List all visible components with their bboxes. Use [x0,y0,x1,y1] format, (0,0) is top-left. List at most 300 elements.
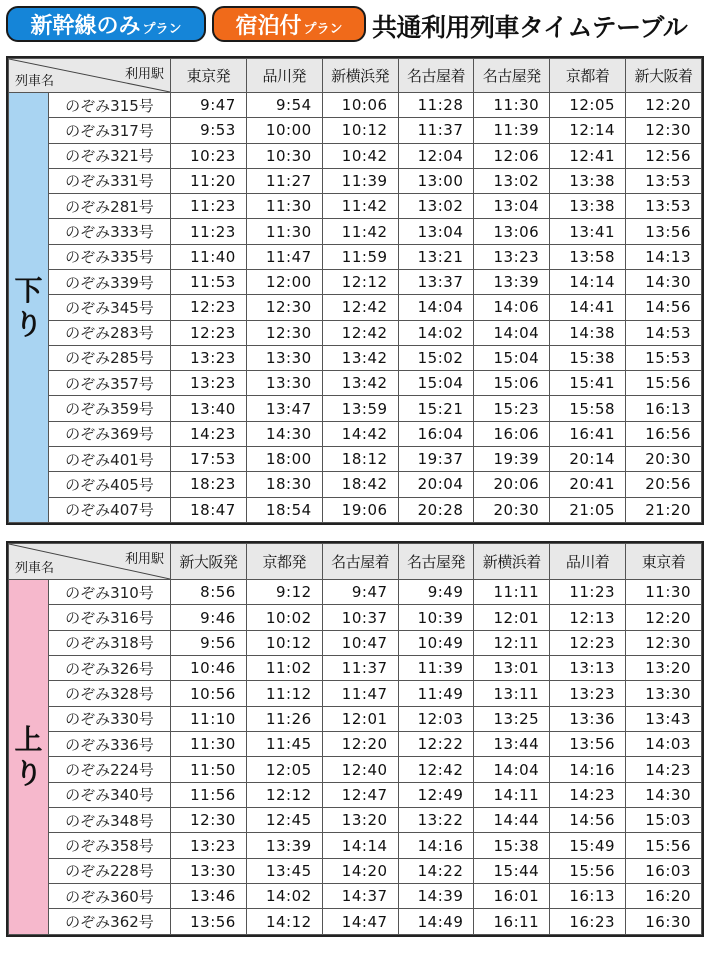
time-cell: 15:21 [398,396,474,421]
time-cell: 14:06 [474,295,550,320]
time-cell: 12:01 [322,706,398,731]
time-cell: 13:23 [171,371,247,396]
time-cell: 15:04 [398,371,474,396]
time-cell: 10:42 [322,143,398,168]
time-cell: 12:42 [322,295,398,320]
time-cell: 10:49 [398,630,474,655]
time-cell: 13:01 [474,656,550,681]
train-name: のぞみ317号 [49,118,171,143]
time-cell: 11:30 [474,93,550,118]
station-header: 名古屋発 [474,59,550,93]
train-name: のぞみ339号 [49,269,171,294]
plan-badge-suffix: プラン [303,21,343,37]
train-name: のぞみ285号 [49,345,171,370]
time-cell: 12:20 [626,605,702,630]
time-cell: 14:22 [398,858,474,883]
time-cell: 14:14 [550,269,626,294]
time-cell: 12:41 [550,143,626,168]
time-cell: 9:47 [171,93,247,118]
time-cell: 12:45 [246,808,322,833]
time-cell: 11:39 [474,118,550,143]
time-cell: 14:56 [626,295,702,320]
time-cell: 10:56 [171,681,247,706]
table-row [9,782,702,807]
corner-train-label: 列車名 [15,74,55,89]
time-cell: 14:23 [171,421,247,446]
station-header: 品川発 [246,59,322,93]
time-cell: 13:41 [550,219,626,244]
timetable-up-table [8,543,702,935]
time-cell: 15:56 [626,833,702,858]
time-cell: 12:40 [322,757,398,782]
time-cell: 9:54 [246,93,322,118]
station-header: 京都着 [550,59,626,93]
time-cell: 20:30 [474,497,550,523]
time-cell: 13:59 [322,396,398,421]
station-header: 東京発 [171,59,247,93]
time-cell: 11:49 [398,681,474,706]
table-row [9,909,702,935]
train-name: のぞみ362号 [49,909,171,935]
time-cell: 15:38 [550,345,626,370]
page-title: 共通利用列車タイムテーブル [372,13,688,42]
table-row [9,194,702,219]
table-row [9,757,702,782]
table-row [9,371,702,396]
time-cell: 11:27 [246,168,322,193]
time-cell: 15:56 [550,858,626,883]
time-cell: 13:43 [626,706,702,731]
time-cell: 13:56 [626,219,702,244]
time-cell: 12:12 [322,269,398,294]
time-cell: 12:47 [322,782,398,807]
time-cell: 13:02 [398,194,474,219]
train-name: のぞみ336号 [49,732,171,757]
time-cell: 10:06 [322,93,398,118]
time-cell: 13:45 [246,858,322,883]
time-cell: 15:02 [398,345,474,370]
time-cell: 14:42 [322,421,398,446]
time-cell: 11:39 [398,656,474,681]
table-row [9,732,702,757]
table-row [9,808,702,833]
time-cell: 14:02 [246,884,322,909]
direction-char: り [14,757,43,790]
time-cell: 16:03 [626,858,702,883]
time-cell: 13:40 [171,396,247,421]
time-cell: 13:53 [626,168,702,193]
timetable-down [6,56,704,525]
time-cell: 13:20 [322,808,398,833]
time-cell: 11:30 [626,580,702,605]
time-cell: 13:06 [474,219,550,244]
train-name: のぞみ360号 [49,884,171,909]
time-cell: 13:04 [474,194,550,219]
time-cell: 16:13 [550,884,626,909]
corner-station-label: 利用駅 [124,67,164,82]
time-cell: 13:37 [398,269,474,294]
table-row [9,168,702,193]
time-cell: 15:58 [550,396,626,421]
train-name: のぞみ316号 [49,605,171,630]
time-cell: 10:12 [246,630,322,655]
table-row [9,656,702,681]
plan-badge-suffix: プラン [142,21,182,37]
time-cell: 15:41 [550,371,626,396]
table-row [9,93,702,118]
time-cell: 12:23 [550,630,626,655]
time-cell: 13:42 [322,345,398,370]
time-cell: 13:23 [171,345,247,370]
time-cell: 10:12 [322,118,398,143]
time-cell: 10:30 [246,143,322,168]
table-row [9,320,702,345]
time-cell: 11:12 [246,681,322,706]
time-cell: 12:06 [474,143,550,168]
time-cell: 12:42 [398,757,474,782]
time-cell: 14:53 [626,320,702,345]
header-row [9,59,702,93]
time-cell: 12:49 [398,782,474,807]
direction-char: 上 [14,723,43,756]
time-cell: 9:46 [171,605,247,630]
time-cell: 11:37 [398,118,474,143]
table-row [9,472,702,497]
time-cell: 15:23 [474,396,550,421]
time-cell: 12:11 [474,630,550,655]
time-cell: 15:06 [474,371,550,396]
time-cell: 14:04 [474,320,550,345]
time-cell: 14:30 [626,782,702,807]
plan-badge-shinkansen-only [6,6,206,42]
train-name: のぞみ228号 [49,858,171,883]
station-header: 名古屋着 [398,59,474,93]
train-name: のぞみ407号 [49,497,171,523]
time-cell: 16:06 [474,421,550,446]
table-row [9,580,702,605]
time-cell: 13:13 [550,656,626,681]
time-cell: 11:26 [246,706,322,731]
station-header: 京都発 [246,544,322,580]
table-row [9,118,702,143]
time-cell: 13:23 [171,833,247,858]
time-cell: 14:16 [550,757,626,782]
header-row [9,544,702,580]
time-cell: 12:00 [246,269,322,294]
time-cell: 15:56 [626,371,702,396]
time-cell: 16:13 [626,396,702,421]
table-row [9,630,702,655]
time-cell: 11:30 [246,194,322,219]
time-cell: 10:37 [322,605,398,630]
time-cell: 18:30 [246,472,322,497]
corner-cell [9,59,171,93]
time-cell: 14:04 [398,295,474,320]
time-cell: 13:21 [398,244,474,269]
train-name: のぞみ326号 [49,656,171,681]
time-cell: 13:30 [246,345,322,370]
time-cell: 13:23 [474,244,550,269]
time-cell: 11:30 [171,732,247,757]
table-row [9,421,702,446]
table-row [9,833,702,858]
train-name: のぞみ335号 [49,244,171,269]
time-cell: 11:50 [171,757,247,782]
time-cell: 11:40 [171,244,247,269]
time-cell: 14:02 [398,320,474,345]
train-name: のぞみ345号 [49,295,171,320]
time-cell: 11:23 [171,194,247,219]
time-cell: 8:56 [171,580,247,605]
station-header: 品川着 [550,544,626,580]
time-cell: 12:56 [626,143,702,168]
time-cell: 12:30 [171,808,247,833]
direction-label [9,93,49,523]
time-cell: 13:25 [474,706,550,731]
plan-badge-label: 宿泊付 [235,13,302,39]
train-name: のぞみ310号 [49,580,171,605]
time-cell: 11:42 [322,194,398,219]
time-cell: 12:01 [474,605,550,630]
time-cell: 14:38 [550,320,626,345]
time-cell: 20:56 [626,472,702,497]
time-cell: 14:03 [626,732,702,757]
corner-station-label: 利用駅 [124,552,164,567]
time-cell: 19:06 [322,497,398,523]
time-cell: 13:04 [398,219,474,244]
time-cell: 13:22 [398,808,474,833]
station-header: 名古屋着 [322,544,398,580]
table-row [9,706,702,731]
time-cell: 14:13 [626,244,702,269]
time-cell: 9:12 [246,580,322,605]
train-name: のぞみ321号 [49,143,171,168]
direction-char: り [14,307,43,341]
table-row [9,143,702,168]
time-cell: 19:39 [474,446,550,471]
train-name: のぞみ315号 [49,93,171,118]
time-cell: 12:03 [398,706,474,731]
train-name: のぞみ318号 [49,630,171,655]
time-cell: 10:02 [246,605,322,630]
time-cell: 20:28 [398,497,474,523]
time-cell: 14:16 [398,833,474,858]
station-header: 新横浜発 [322,59,398,93]
train-name: のぞみ358号 [49,833,171,858]
time-cell: 12:14 [550,118,626,143]
time-cell: 12:30 [246,320,322,345]
time-cell: 14:56 [550,808,626,833]
time-cell: 18:00 [246,446,322,471]
time-cell: 14:49 [398,909,474,935]
time-cell: 12:30 [246,295,322,320]
train-name: のぞみ359号 [49,396,171,421]
time-cell: 12:20 [322,732,398,757]
time-cell: 11:53 [171,269,247,294]
time-cell: 13:00 [398,168,474,193]
time-cell: 17:53 [171,446,247,471]
train-name: のぞみ369号 [49,421,171,446]
time-cell: 13:39 [474,269,550,294]
time-cell: 15:04 [474,345,550,370]
time-cell: 20:30 [626,446,702,471]
table-row [9,295,702,320]
time-cell: 15:53 [626,345,702,370]
time-cell: 14:20 [322,858,398,883]
table-row [9,884,702,909]
time-cell: 21:05 [550,497,626,523]
time-cell: 16:23 [550,909,626,935]
time-cell: 11:47 [246,244,322,269]
time-cell: 10:39 [398,605,474,630]
time-cell: 12:20 [626,93,702,118]
plan-badge-label: 新幹線のみ [30,13,141,39]
time-cell: 12:30 [626,630,702,655]
time-cell: 13:56 [550,732,626,757]
table-row [9,497,702,523]
table-row [9,446,702,471]
time-cell: 10:46 [171,656,247,681]
time-cell: 14:04 [474,757,550,782]
time-cell: 11:23 [171,219,247,244]
time-cell: 20:14 [550,446,626,471]
time-cell: 16:20 [626,884,702,909]
time-cell: 9:49 [398,580,474,605]
time-cell: 11:45 [246,732,322,757]
table-row [9,244,702,269]
time-cell: 16:56 [626,421,702,446]
table-row [9,396,702,421]
time-cell: 12:23 [171,320,247,345]
station-header: 名古屋発 [398,544,474,580]
time-cell: 11:02 [246,656,322,681]
station-header: 新大阪着 [626,59,702,93]
station-header: 新横浜着 [474,544,550,580]
time-cell: 13:11 [474,681,550,706]
direction-label [9,580,49,935]
time-cell: 18:54 [246,497,322,523]
time-cell: 15:38 [474,833,550,858]
time-cell: 13:47 [246,396,322,421]
time-cell: 14:14 [322,833,398,858]
time-cell: 16:11 [474,909,550,935]
time-cell: 15:49 [550,833,626,858]
time-cell: 14:30 [626,269,702,294]
time-cell: 10:23 [171,143,247,168]
train-name: のぞみ328号 [49,681,171,706]
time-cell: 13:58 [550,244,626,269]
time-cell: 13:39 [246,833,322,858]
train-name: のぞみ357号 [49,371,171,396]
time-cell: 13:53 [626,194,702,219]
train-name: のぞみ281号 [49,194,171,219]
plan-badge-with-lodging [212,6,366,42]
time-cell: 14:39 [398,884,474,909]
time-cell: 9:53 [171,118,247,143]
time-cell: 11:10 [171,706,247,731]
time-cell: 13:38 [550,168,626,193]
station-header: 東京着 [626,544,702,580]
table-row [9,269,702,294]
train-name: のぞみ333号 [49,219,171,244]
time-cell: 13:46 [171,884,247,909]
time-cell: 12:12 [246,782,322,807]
time-cell: 11:56 [171,782,247,807]
table-row [9,681,702,706]
time-cell: 20:04 [398,472,474,497]
time-cell: 13:30 [246,371,322,396]
time-cell: 12:42 [322,320,398,345]
time-cell: 12:13 [550,605,626,630]
time-cell: 14:11 [474,782,550,807]
time-cell: 11:59 [322,244,398,269]
direction-char: 下 [14,273,43,307]
time-cell: 13:56 [171,909,247,935]
time-cell: 11:42 [322,219,398,244]
time-cell: 13:23 [550,681,626,706]
time-cell: 18:12 [322,446,398,471]
time-cell: 12:22 [398,732,474,757]
time-cell: 14:23 [550,782,626,807]
train-name: のぞみ348号 [49,808,171,833]
corner-train-label: 列車名 [15,561,55,576]
train-name: のぞみ283号 [49,320,171,345]
header [0,0,708,48]
time-cell: 13:42 [322,371,398,396]
time-cell: 18:42 [322,472,398,497]
train-name: のぞみ401号 [49,446,171,471]
time-cell: 16:41 [550,421,626,446]
time-cell: 14:47 [322,909,398,935]
time-cell: 13:36 [550,706,626,731]
time-cell: 15:03 [626,808,702,833]
train-name: のぞみ224号 [49,757,171,782]
train-name: のぞみ340号 [49,782,171,807]
time-cell: 19:37 [398,446,474,471]
time-cell: 12:04 [398,143,474,168]
timetable-up [6,541,704,937]
time-cell: 10:47 [322,630,398,655]
time-cell: 11:37 [322,656,398,681]
time-cell: 18:47 [171,497,247,523]
time-cell: 12:23 [171,295,247,320]
time-cell: 11:11 [474,580,550,605]
train-name: のぞみ331号 [49,168,171,193]
time-cell: 14:44 [474,808,550,833]
time-cell: 21:20 [626,497,702,523]
station-header: 新大阪発 [171,544,247,580]
time-cell: 14:12 [246,909,322,935]
table-row [9,858,702,883]
time-cell: 13:30 [626,681,702,706]
time-cell: 15:44 [474,858,550,883]
time-cell: 11:23 [550,580,626,605]
train-name: のぞみ330号 [49,706,171,731]
time-cell: 12:05 [246,757,322,782]
time-cell: 20:41 [550,472,626,497]
time-cell: 14:23 [626,757,702,782]
time-cell: 11:30 [246,219,322,244]
time-cell: 20:06 [474,472,550,497]
time-cell: 12:05 [550,93,626,118]
time-cell: 18:23 [171,472,247,497]
time-cell: 10:00 [246,118,322,143]
time-cell: 11:39 [322,168,398,193]
table-row [9,219,702,244]
time-cell: 14:37 [322,884,398,909]
time-cell: 16:04 [398,421,474,446]
time-cell: 14:30 [246,421,322,446]
